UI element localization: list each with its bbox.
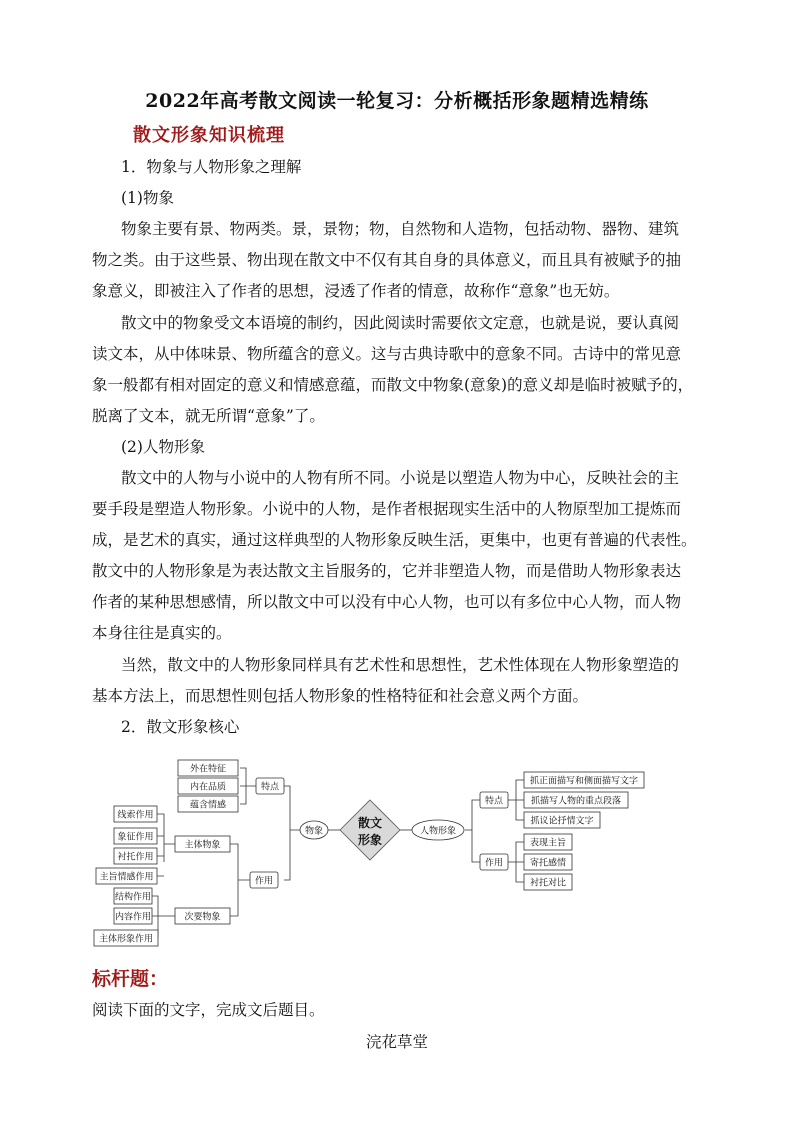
- minor-object-item-2: 内容作用: [114, 912, 152, 923]
- image-mind-map: [90, 752, 650, 950]
- para2-line-2: 读文本，从中体味景、物所蕴含的意义。这与古典诗歌中的意象不同。古诗中的常见意: [92, 345, 682, 363]
- reading-instruction: 阅读下面的文字，完成文后题目。: [92, 1001, 325, 1019]
- para1-line-3: 象意义，即被注入了作者的思想，浸透了作者的情意，故称作“意象”也无妨。: [92, 282, 620, 300]
- main-object-item-2: 象征作用: [117, 832, 154, 843]
- para1-line-1: 物象主要有景、物两类。景，景物；物，自然物和人造物，包括动物、器物、建筑: [121, 220, 680, 238]
- minor-object-node: 次要物象: [184, 912, 221, 923]
- object-function-node: 作用: [254, 876, 274, 887]
- center-diamond: [340, 800, 400, 860]
- sub2-heading: (2)人物形象: [121, 438, 205, 456]
- object-feature-item-3: 蕴含情感: [189, 800, 227, 811]
- minor-object-item-3: 主体形象作用: [98, 934, 154, 945]
- person-feature-item-1: 抓正面描写和侧面描写文字: [529, 776, 639, 787]
- sub1-heading: (1)物象: [121, 189, 174, 207]
- person-function-item-2: 寄托感情: [529, 858, 567, 869]
- para3-line-6: 本身往往是真实的。: [92, 624, 232, 642]
- para3-line-4: 散文中的人物形象是为表达散文主旨服务的，它并非塑造人物，而是借助人物形象表达: [92, 562, 682, 580]
- person-feature-node: 特点: [484, 796, 504, 807]
- benchmark-heading: 标杆题：: [92, 968, 169, 990]
- person-node: 人物形象: [419, 826, 457, 837]
- point1-heading: 1．物象与人物形象之理解: [121, 158, 302, 176]
- para4-line-2: 基本方法上，而思想性则包括人物形象的性格特征和社会意义两个方面。: [92, 687, 589, 705]
- para2-line-3: 象一般都有相对固定的意义和情感意蕴，而散文中物象(意象)的意义却是临时被赋予的，: [92, 376, 694, 394]
- document-title: 2022年高考散文阅读一轮复习：分析概括形象题精选精练: [145, 90, 649, 112]
- para3-line-5: 作者的某种思想感情，所以散文中可以没有中心人物，也可以有多位中心人物，而人物: [92, 593, 682, 611]
- para1-line-2: 物之类。由于这些景、物出现在散文中不仅有其自身的具体意义，而且具有被赋予的抽: [92, 251, 682, 269]
- article-title: 浣花草堂: [365, 1033, 428, 1051]
- object-feature-item-1: 外在特征: [189, 764, 227, 775]
- object-feature-item-2: 内在品质: [189, 782, 227, 793]
- main-object-item-3: 衬托作用: [117, 852, 154, 863]
- para3-line-3: 成，是艺术的真实，通过这样典型的人物形象反映生活，更集中，也更有普遍的代表性。: [92, 531, 697, 549]
- section-heading: 散文形象知识梳理: [133, 125, 285, 146]
- person-feature-item-3: 抓议论抒情文字: [530, 816, 594, 827]
- person-feature-item-2: 抓描写人物的重点段落: [530, 796, 622, 807]
- para3-line-1: 散文中的人物与小说中的人物有所不同。小说是以塑造人物为中心，反映社会的主: [121, 469, 680, 487]
- object-feature-node: 特点: [260, 782, 280, 793]
- person-function-node: 作用: [484, 858, 504, 869]
- center-label-line-1: 散文: [357, 816, 383, 830]
- para2-line-4: 脱离了文本，就无所谓“意象”了。: [92, 407, 325, 425]
- point2-heading: 2．散文形象核心: [121, 718, 240, 736]
- object-node: 物象: [304, 826, 324, 837]
- para4-line-1: 当然，散文中的人物形象同样具有艺术性和思想性，艺术性体现在人物形象塑造的: [121, 656, 680, 674]
- minor-object-item-1: 结构作用: [114, 892, 152, 903]
- center-label-line-2: 形象: [357, 833, 383, 847]
- person-function-item-3: 衬托对比: [529, 878, 567, 889]
- person-function-item-1: 表现主旨: [529, 838, 567, 849]
- main-object-item-1: 线索作用: [117, 810, 154, 821]
- main-object-node: 主体物象: [184, 840, 221, 851]
- para2-line-1: 散文中的物象受文本语境的制约，因此阅读时需要依文定意，也就是说，要认真阅: [121, 314, 680, 332]
- main-object-item-4: 主旨情感作用: [99, 872, 154, 883]
- para3-line-2: 要手段是塑造人物形象。小说中的人物，是作者根据现实生活中的人物原型加工提炼而: [92, 500, 682, 518]
